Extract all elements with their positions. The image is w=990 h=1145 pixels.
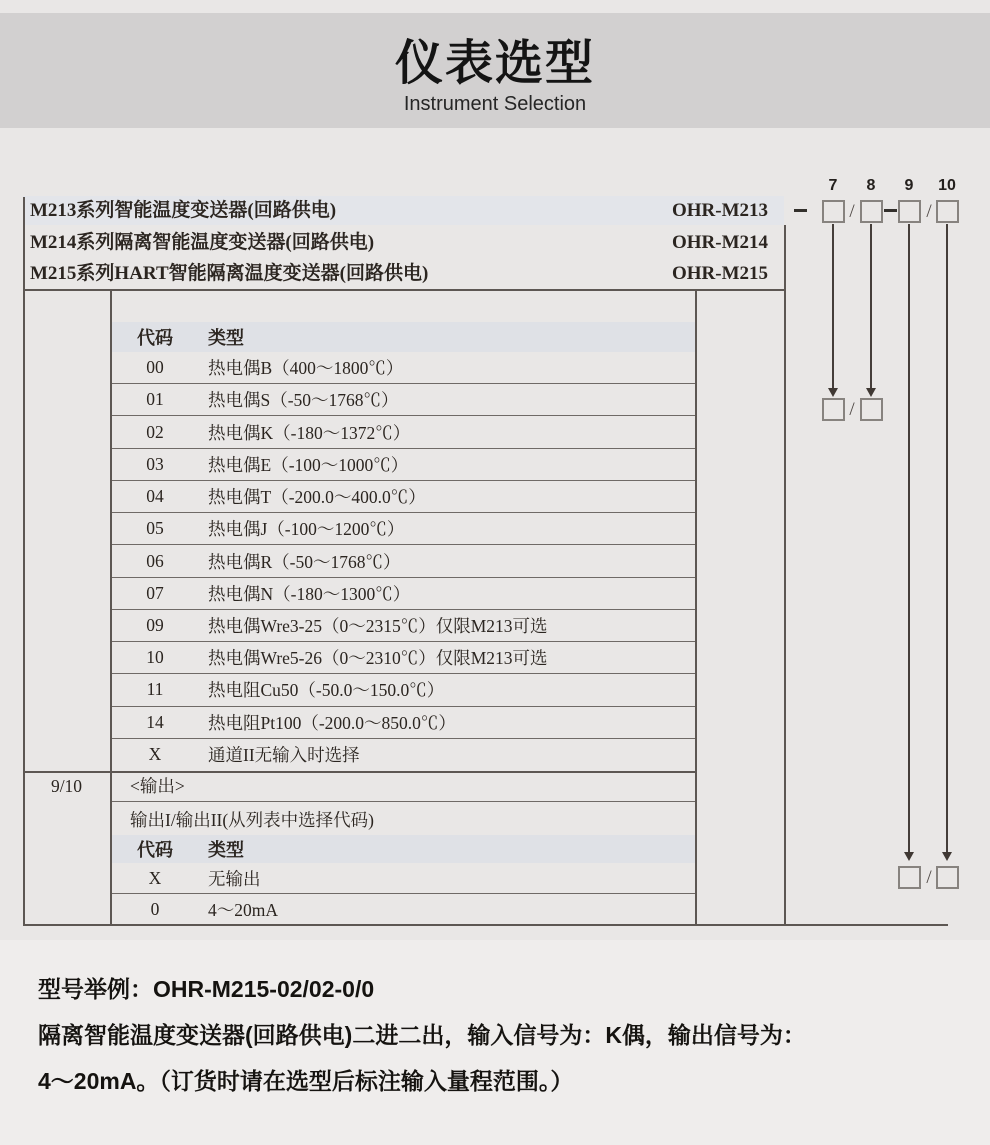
type-cell: 热电偶Wre5-26（0～2310℃）仅限M213可选 [208,648,548,669]
code-cell: 06 [146,550,164,571]
type-cell: 热电偶J（-100～1200℃） [208,519,405,540]
slash-separator: / [926,867,932,888]
position-number: 8 [866,177,876,194]
arrow-line-8 [870,224,872,388]
code-cell: 10 [146,647,164,668]
type-cell: 4～20mA [208,899,278,920]
input-table-rows [112,352,695,770]
type-cell: 热电偶K（-180～1372℃） [208,422,411,443]
arrowhead-icon [828,388,838,397]
bottom-border [23,924,948,926]
slash-separator: / [926,201,932,222]
type-column-header: 类型 [208,328,244,348]
input-code-box-1 [822,398,845,421]
series-row [23,196,784,225]
arrow-line-10 [946,224,948,852]
code-cell: 05 [146,518,164,539]
type-cell: 热电偶N（-180～1300℃） [208,583,411,604]
series-name: M215系列HART智能隔离温度变送器(回路供电) [30,263,429,284]
code-column-header: 代码 [137,840,173,860]
output-code-box-2 [936,866,959,889]
type-column-header: 类型 [208,840,244,860]
table-row [112,706,695,738]
code-cell: 0 [150,898,160,919]
dash-separator [794,209,807,212]
type-cell: 无输出 [208,868,261,889]
code-cell: 14 [146,711,164,732]
output-code-box-1 [898,866,921,889]
slash-separator: / [849,201,855,222]
output-table-header [112,835,695,863]
position-number: 10 [938,177,956,194]
code-cell: 01 [146,389,164,410]
code-cell: 04 [146,486,164,507]
series-name: M213系列智能温度变送器(回路供电) [30,200,337,221]
input-code-box-2 [860,398,883,421]
dash-separator [884,209,897,212]
series-row [23,258,784,289]
table-row [112,893,695,924]
series-name: M214系列隔离智能温度变送器(回路供电) [30,232,375,253]
page-title: 仪表选型 [394,37,595,90]
table-row [112,448,695,480]
series-bottom-border [23,289,784,291]
table-row [112,738,695,770]
outer-right-border [784,225,786,925]
series-model-code: OHR-M214 [672,232,769,253]
table-row [112,415,695,447]
position-number: 9 [904,177,914,194]
series-model-code: OHR-M215 [672,263,769,284]
page-subtitle: Instrument Selection [403,93,587,115]
series-row [23,227,784,258]
code-cell: 00 [146,357,164,378]
table-row [112,641,695,673]
type-cell: 热电偶B（400～1800℃） [208,358,404,379]
type-cell: 热电阻Pt100（-200.0～850.0℃） [208,712,456,733]
arrowhead-icon [904,852,914,861]
arrowhead-icon [942,852,952,861]
series-model-code: OHR-M213 [672,200,769,221]
code-cell: 09 [146,614,164,635]
type-cell: 热电偶S（-50～1768℃） [208,390,399,411]
table-row [112,577,695,609]
output-position-label: 9/10 [50,776,83,796]
table-row [112,544,695,576]
output-title-row: <输出> [112,770,695,802]
type-cell: 热电偶T（-200.0～400.0℃） [208,487,426,508]
table-row [112,480,695,512]
inner-right-border [695,289,697,925]
table-row [112,352,695,383]
table-row [112,673,695,705]
type-cell: 热电偶R（-50～1768℃） [208,551,401,572]
table-row [112,609,695,641]
example-line-1: 型号举例：OHR-M215-02/02-0/0 [38,976,375,1002]
type-cell: 热电偶Wre3-25（0～2315℃）仅限M213可选 [208,615,548,636]
input-table-header [112,322,695,352]
outer-left-border [23,197,25,925]
output-subtitle-row: 输出I/输出II(从列表中选择代码) [130,809,374,830]
arrow-line-9 [908,224,910,852]
example-line-2: 隔离智能温度变送器(回路供电)二进二出，输入信号为：K偶，输出信号为： [38,1022,806,1048]
type-cell: 热电阻Cu50（-50.0～150.0℃） [208,680,445,701]
arrowhead-icon [866,388,876,397]
code-box-10 [936,200,959,223]
output-table-rows [112,863,695,924]
code-box-7 [822,200,845,223]
code-cell: 11 [146,679,164,700]
table-row [112,383,695,415]
code-cell: X [148,867,162,888]
code-box-9 [898,200,921,223]
code-column-header: 代码 [137,328,173,348]
arrow-line-7 [832,224,834,388]
table-row [112,863,695,893]
type-cell: 热电偶E（-100～1000℃） [208,454,409,475]
model-example [38,966,968,1104]
code-box-8 [860,200,883,223]
code-cell: 02 [146,421,164,442]
example-line-3: 4～20mA。（订货时请在选型后标注输入量程范围。） [38,1068,574,1094]
type-cell: 通道II无输入时选择 [208,744,360,765]
code-cell: X [148,743,162,764]
code-cell: 07 [146,582,164,603]
table-row [112,512,695,544]
code-cell: 03 [146,453,164,474]
slash-separator: / [849,399,855,420]
position-number: 7 [828,177,838,194]
